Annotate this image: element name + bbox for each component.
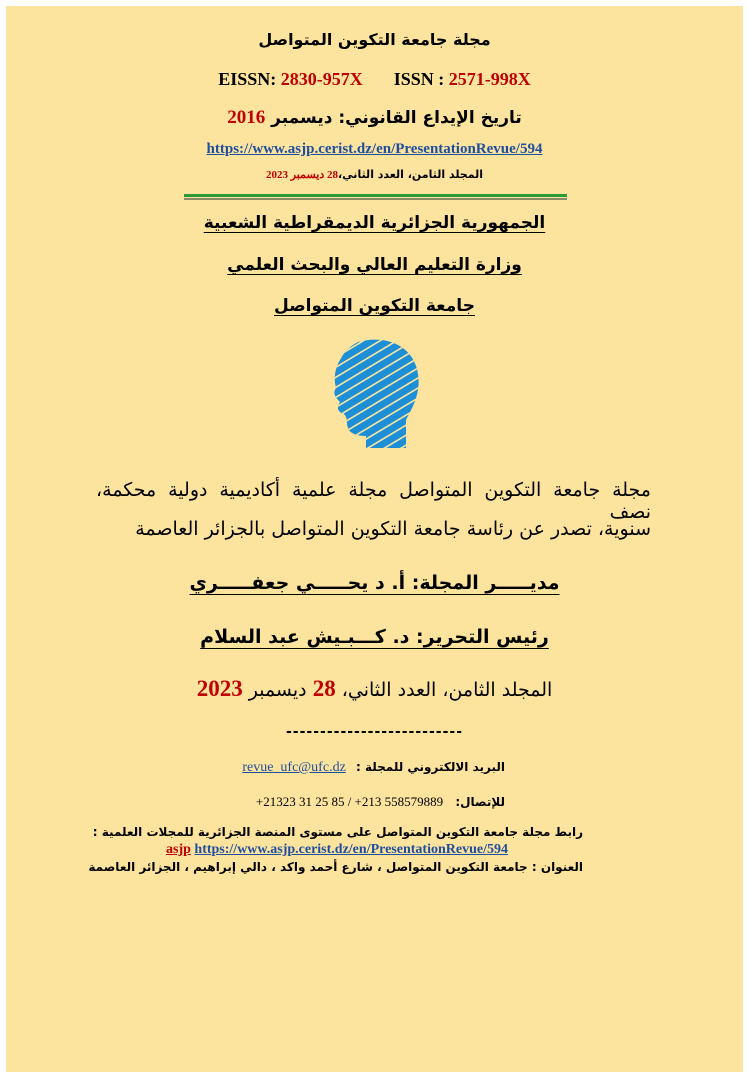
dashed-separator: -------------------------- bbox=[285, 724, 464, 740]
asjp-link[interactable]: asjp bbox=[166, 842, 191, 857]
issue-small-prefix: المجلد الثامن، العدد الثاني، bbox=[338, 168, 484, 181]
journal-cover-page bbox=[6, 6, 743, 1072]
issn-label: ISSN : bbox=[393, 69, 445, 89]
email-label: البريد الالكتروني للمجلة : bbox=[355, 760, 505, 774]
description-line-1: مجلة جامعة التكوين المتواصل مجلة علمية أكاديمية دولية محكمة، نصف bbox=[96, 479, 651, 523]
description-line-2: سنوية، تصدر عن رئاسة جامعة التكوين المتواصل بالجزائر العاصمة bbox=[135, 518, 651, 540]
ministry-heading: وزارة التعليم العالي والبحث العلمي bbox=[227, 255, 522, 275]
university-heading: جامعة التكوين المتواصل bbox=[274, 296, 475, 316]
deposit-year: 2016 bbox=[227, 107, 266, 128]
platform-url-link[interactable]: https://www.asjp.cerist.dz/en/PresentationRevue/594 bbox=[194, 842, 508, 857]
issue-info-large bbox=[6, 676, 743, 702]
editor-in-chief: رئيس التحرير: د. كـــبـيش عبد السلام bbox=[200, 626, 549, 648]
phone-row bbox=[256, 794, 505, 810]
eissn-label: EISSN: bbox=[218, 69, 277, 89]
email-link[interactable]: revue_ufc@ufc.dz bbox=[242, 760, 346, 775]
phone-numbers: +21323 31 25 85 / +213 558579889 bbox=[255, 794, 444, 809]
legal-deposit-date bbox=[6, 107, 743, 129]
address: العنوان : جامعة التكوين المتواصل ، شارع أحمد واكد ، دالي إبراهيم ، الجزائر العاصمة bbox=[88, 860, 583, 874]
issue-info-small bbox=[6, 168, 743, 181]
republic-heading: الجمهورية الجزائرية الديمقراطية الشعبية bbox=[203, 213, 546, 233]
issn-line bbox=[6, 69, 743, 90]
blue-head-profile-logo bbox=[328, 336, 424, 456]
issue-month: ديسمبر bbox=[248, 679, 307, 701]
issue-day: 28 bbox=[312, 676, 336, 701]
email-row bbox=[242, 760, 505, 776]
journal-director: مديـــــر المجلة: أ. د يحـــــي جعفـــــري bbox=[189, 572, 560, 594]
eissn-value: 2830-957X bbox=[280, 69, 363, 89]
platform-link-row bbox=[166, 842, 508, 858]
issue-prefix: المجلد الثامن، العدد الثاني، bbox=[341, 679, 553, 701]
phone-label: للإتصال: bbox=[455, 795, 505, 809]
deposit-label: تاريخ الإيداع القانوني: ديسمبر bbox=[271, 108, 522, 128]
issue-small-date: 28 ديسمبر 2023 bbox=[265, 169, 338, 181]
issue-year: 2023 bbox=[196, 676, 243, 701]
header-divider bbox=[184, 194, 567, 200]
journal-title: مجلة جامعة التكوين المتواصل bbox=[258, 30, 491, 49]
platform-link-label: رابط مجلة جامعة التكوين المتواصل على مستوى المنصة الجزائرية للمجلات العلمية : bbox=[92, 825, 583, 839]
journal-url-link[interactable]: https://www.asjp.cerist.dz/en/PresentationRevue/594 bbox=[206, 141, 543, 157]
issn-value: 2571-998X bbox=[448, 69, 531, 89]
